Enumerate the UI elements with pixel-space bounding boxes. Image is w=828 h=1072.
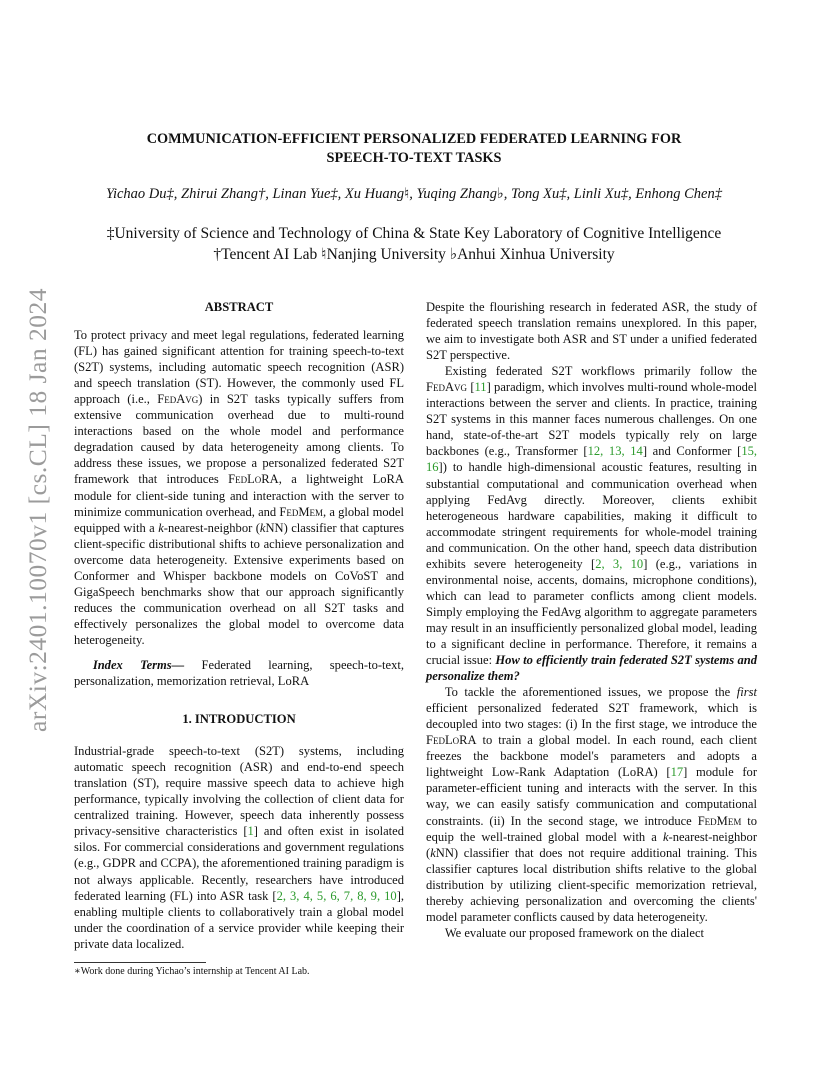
paper-title <box>80 130 748 168</box>
index-terms-label: Index Terms— <box>92 657 185 672</box>
left-column <box>74 299 404 952</box>
citation-link[interactable]: 2, 3, 4, 5, 6, 7, 8, 9, 10 <box>276 888 397 903</box>
affiliation-line-2: †Tencent AI Lab ♮Nanjing University ♭Anhui Xinhua University <box>213 246 615 263</box>
footnote-divider <box>74 962 206 963</box>
research-question: How to efficiently train federated S2T systems and personalize them? <box>426 653 757 684</box>
author-list: Yichao Du‡, Zhirui Zhang†, Linan Yue‡, Xu Huang♮, Yuqing Zhang♭, Tong Xu‡, Linli Xu‡, Enhong Chen‡ <box>105 186 722 202</box>
citation-link[interactable]: 17 <box>670 765 684 780</box>
citation-link[interactable]: 2, 3, 10 <box>595 556 644 571</box>
right-paragraph-4: We evaluate our proposed framework on the dialect <box>444 925 705 940</box>
fedavg-term: FedAvg <box>426 380 468 395</box>
title-line-1: COMMUNICATION-EFFICIENT PERSONALIZED FEDERATED LEARNING FOR <box>146 131 682 147</box>
intro-paragraph-1: Industrial-grade speech-to-text (S2T) systems, including automatic speech recognition (ASR) and end-to-end speech translation (ST), require massive speech data to achieve high performance, typically involving the collection of client data for centralized training. However, speech data inherently possess privacy-sensitive characteristics [1] and often exist in isolated silos. For commercial considerations and government regulations (e.g., GDPR and CCPA), the aforementioned training paradigm is not always applicable. Recently, researchers have introduced federated learning (FL) into ASR task [2, 3, 4, 5, 6, 7, 8, 9, 10], enabling multiple clients to collaboratively train a global model under the coordination of a service provider while keeping their private data localized. <box>74 744 405 951</box>
index-terms: Index Terms— Federated learning, speech-to-text, personalization, memorization retrieval, LoRA <box>74 657 404 689</box>
footnote: ∗Work done during Yichao’s internship at Tencent AI Lab. <box>74 966 310 977</box>
fedlora-term: FedLoRA <box>228 472 279 487</box>
right-column <box>426 299 757 941</box>
abstract-text: To protect privacy and meet legal regulations, federated learning (FL) has gained significant attention for training speech-to-text (S2T) systems, including automatic speech recognition (ASR) and speech translation (ST). However, the commonly used FL approach (i.e., FedAvg) in S2T tasks typically suffers from extensive communication overhead due to multi-round interactions based on the whole model and performance degradation caused by data heterogeneity among clients. To address these issues, we propose a personalized federated S2T framework that introduces FedLoRA, a lightweight LoRA module for client-side tuning and interaction with the server to minimize communication overhead, and FedMem, a global model equipped with a k-nearest-neighbor (kNN) classifier that captures client-specific distributional shifts to achieve personalization and overcome data heterogeneity. Extensive experiments based on Conformer and Whisper backbone models on CoVoST and GigaSpeech benchmarks show that our approach significantly reduces the communication overhead on all S2T tasks and effectively personalizes the global model to overcome data heterogeneity. <box>74 328 405 647</box>
affiliation-line-1: ‡University of Science and Technology of China & State Key Laboratory of Cognitive Intelligence <box>106 225 722 242</box>
citation-link[interactable]: 11 <box>474 380 487 395</box>
citation-link[interactable]: 15, 16 <box>426 444 757 475</box>
right-paragraph-1: Despite the flourishing research in federated ASR, the study of federated speech translation remains unexplored. In this paper, we aim to investigate both ASR and ST under a unified federated S2T perspective. <box>426 300 757 363</box>
arxiv-id-text: arXiv:2401.10070v1 [cs.CL] 18 Jan 2024 <box>23 288 53 732</box>
introduction-heading: 1. INTRODUCTION <box>182 712 296 727</box>
fedavg-term: FedAvg <box>157 392 199 407</box>
fedlora-term: FedLoRA <box>426 733 477 748</box>
title-line-2: SPEECH-TO-TEXT TASKS <box>326 150 502 166</box>
right-paragraph-3: To tackle the aforementioned issues, we propose the first efficient personalized federated S2T framework, which is decoupled into two stages: (i) In the first stage, we introduce the FedLoRA to train a global model. In each round, each client freezes the backbone model's parameters and adopts a lightweight Low-Rank Adaptation (LoRA) [17] module for parameter-efficient tuning and interacts with the server. In this way, we can easily satisfy communication and computational constraints. (ii) In the second stage, we introduce FedMem to equip the well-trained global model with a k-nearest-neighbor (kNN) classifier that does not require additional training. This classifier captures local distribution shifts relative to the global distribution by utilizing client-specific memorization retrieval, thereby achieving personalization and overcoming the clients' model parameter conflicts caused by data heterogeneity. <box>426 685 758 924</box>
abstract-heading: ABSTRACT <box>204 300 274 314</box>
arxiv-identifier-stamp <box>18 290 58 730</box>
citation-link[interactable]: 1 <box>247 824 254 839</box>
fedmem-term: FedMem <box>279 504 324 519</box>
citation-link[interactable]: 12, 13, 14 <box>587 444 643 459</box>
right-paragraph-2: Existing federated S2T workflows primarily follow the FedAvg [11] paradigm, which involves multi-round whole-model interactions between the server and clients. In practice, training S2T systems in this manner faces numerous challenges. On one hand, state-of-the-art S2T models typically rely on large backbones (e.g., Transformer [12, 13, 14] and Conformer [15, 16]) to handle high-dimensional acoustic features, resulting in substantial computational and communication overhead when applying FedAvg directly. Moreover, clients exhibit heterogeneous hardware capabilities, making it difficult to accommodate stringent requirements for whole-model training and communication. On the other hand, speech data distribution exhibits severe heterogeneity [2, 3, 10] (e.g., variations in environmental noise, accents, domains, microphone conditions), which can lead to parameter conflicts among client models. Simply employing the FedAvg algorithm to aggregate parameters may result in an insufficiently personalized global model, leading to a significant decline in performance. Therefore, it remains a crucial issue: How to efficiently train federated S2T systems and personalize them? <box>426 364 758 684</box>
fedmem-term: FedMem <box>697 813 742 828</box>
